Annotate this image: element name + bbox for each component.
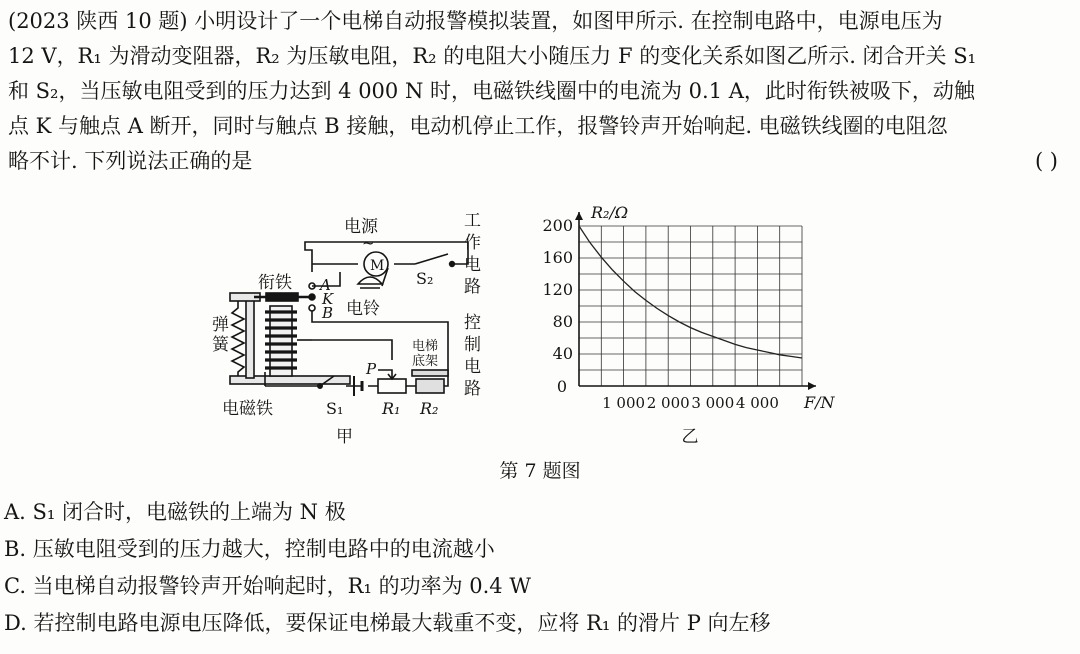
y-axis-arrow [575, 212, 583, 220]
slider-p-arrow [378, 370, 396, 379]
question-line: 12 V，R₁ 为滑动变阻器，R₂ 为压敏电阻，R₂ 的电阻大小随压力 F 的变化关系如图乙所示. 闭合开关 S₁ [8, 44, 977, 68]
option-a[interactable]: A. S₁ 闭合时，电磁铁的上端为 N 极 [4, 500, 346, 524]
option-b[interactable]: B. 压敏电阻受到的压力越大，控制电路中的电流越小 [4, 537, 495, 561]
x-tick-label: 4 000 [735, 394, 779, 412]
x-axis-arrow [808, 382, 816, 390]
switch-s2-node [450, 262, 455, 267]
figure-caption: 第 7 题图 [499, 460, 581, 482]
work-circuit-label: 作 [464, 233, 481, 253]
contact-k [309, 294, 315, 300]
question-line: 略不计. 下列说法正确的是 [8, 149, 253, 173]
x-tick-label: 3 000 [691, 394, 735, 412]
chart-origin-label: 0 [556, 377, 567, 396]
answer-options [4, 494, 1074, 642]
figure-jia-label: 甲 [336, 427, 353, 447]
ac-symbol: ~ [362, 234, 375, 252]
elevator-base-label: 电梯 [412, 339, 439, 354]
r1-label: R₁ [382, 399, 401, 418]
chart-xlabel: F/N [804, 393, 835, 412]
switch-s1-label: S₁ [326, 399, 344, 418]
x-tick-label: 2 000 [646, 394, 690, 412]
spring-label: 簧 [212, 335, 229, 355]
question-line: 和 S₂，当压敏电阻受到的压力达到 4 000 N 时，电磁铁线圈中的电流为 0.1 A，此时衔铁被吸下，动触 [8, 79, 975, 103]
option-c[interactable]: C. 当电梯自动报警铃声开始响起时，R₁ 的功率为 0.4 W [4, 574, 531, 598]
switch-s2-arm [415, 254, 448, 264]
x-tick-label: 1 000 [602, 394, 646, 412]
work-circuit-label: 电 [464, 255, 481, 275]
y-tick-label: 200 [542, 216, 573, 235]
resistor-r2 [416, 379, 444, 393]
chart-yi [542, 203, 835, 447]
control-circuit-label: 控 [464, 313, 481, 333]
chart-ylabel: R₂/Ω [591, 203, 629, 222]
figure-yi-label: 乙 [681, 427, 699, 447]
support-post [246, 294, 254, 378]
contact-b [309, 305, 315, 311]
control-circuit-label: 路 [464, 379, 481, 399]
contact-a-label: A [320, 276, 331, 294]
question-line: (2023 陕西 10 题) 小明设计了一个电梯自动报警模拟装置，如图甲所示. 在控制电路中，电源电压为 [8, 9, 943, 33]
electromagnet-label: 电磁铁 [222, 399, 273, 419]
elevator-base-plate [412, 370, 448, 376]
question-line: 点 K 与触点 A 断开，同时与触点 B 接触，电动机停止工作，报警铃声开始响起. 电磁铁线圈的电阻忽 [8, 114, 948, 138]
motor-label: M [370, 258, 385, 274]
question-stem [8, 4, 1072, 179]
armature-block [266, 293, 298, 301]
chart-grid [579, 226, 802, 386]
armature-label: 衔铁 [258, 273, 292, 293]
spring [232, 301, 244, 376]
bell [358, 277, 382, 288]
bell-label: 电铃 [346, 299, 380, 319]
contact-k-label: K [322, 290, 334, 308]
switch-s2-label: S₂ [416, 269, 434, 288]
spring-label: 弹 [212, 315, 229, 335]
resistor-r1 [378, 379, 406, 393]
r2-label: R₂ [420, 399, 439, 418]
answer-blank: ( ) [1034, 149, 1058, 173]
switch-s1-node [318, 384, 322, 388]
chart-tick-labels [542, 216, 778, 412]
control-circuit-label: 制 [464, 335, 481, 355]
option-d[interactable]: D. 若控制电路电源电压降低，要保证电梯最大载重不变，应将 R₁ 的滑片 P 向左移 [4, 611, 771, 635]
power-source-label: 电源 [344, 217, 378, 237]
slider-p-label: P [366, 360, 377, 378]
control-circuit-label: 电 [464, 357, 481, 377]
circuit-diagram-jia [230, 242, 468, 396]
y-tick-label: 40 [552, 344, 573, 363]
electromagnet-core [270, 306, 292, 376]
question-last-line [8, 144, 1072, 179]
contact-b-label: B [322, 304, 334, 322]
work-circuit-label: 路 [464, 277, 481, 297]
elevator-base-label: 底架 [412, 354, 439, 369]
work-circuit-label: 工 [464, 211, 481, 231]
y-tick-label: 160 [542, 248, 573, 267]
y-tick-label: 80 [552, 312, 573, 331]
y-tick-label: 120 [542, 280, 573, 299]
figure [0, 190, 1080, 456]
